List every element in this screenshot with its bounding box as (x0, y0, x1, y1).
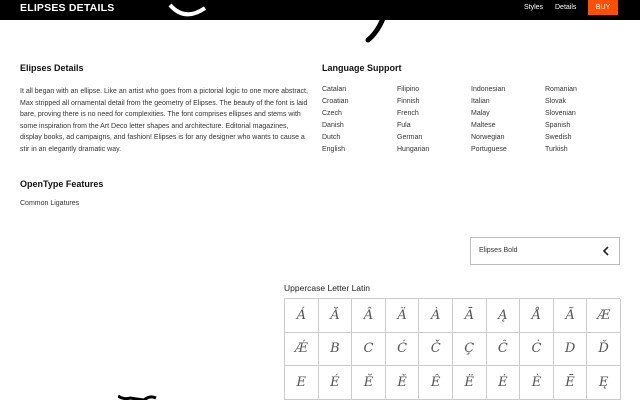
language-item: Spanish (545, 122, 571, 129)
glyph-cell[interactable]: É (319, 366, 353, 400)
glyph-cell[interactable]: Ą (487, 299, 521, 333)
style-select[interactable] (470, 237, 620, 265)
glyph-cell[interactable]: D (554, 333, 588, 367)
language-item: Fula (397, 122, 411, 129)
glyph-cell[interactable]: Ä (386, 299, 420, 333)
glyph-cell[interactable]: Ĉ (487, 333, 521, 367)
glyph-cell[interactable]: Ã (554, 299, 588, 333)
nav-styles-link[interactable]: Styles (524, 4, 544, 11)
language-item: Danish (322, 122, 344, 129)
decorative-stroke-icon (360, 14, 390, 44)
language-item: Maltese (471, 122, 496, 129)
opentype-heading: OpenType Features (20, 179, 104, 189)
glyph-cell[interactable]: Ě (386, 366, 420, 400)
glyph-cell[interactable]: Á (285, 299, 319, 333)
language-item: French (397, 110, 419, 117)
glyph-cell[interactable]: Ā (453, 299, 487, 333)
language-item: Norwegian (471, 134, 505, 141)
glyph-cell[interactable]: Ë (453, 366, 487, 400)
language-item: Indonesian (471, 86, 506, 93)
details-paragraph: It all began with an ellipse. Like an artist who goes from a pictorial logic to one more abstract, Max stripped all ornamental detail from the geometry of Elipses. The beauty of the font is laid bare, proving there is no need for complexities. The font comprises ellipses and stems with some inspiration from the Art Deco letter shapes and architecture. Editorial magazines, display books, ad campaigns, and fashion! Elipses is for any designer who wants to cause a stir in an elegantly dramatic way. (20, 88, 308, 153)
glyph-cell[interactable]: Ę (587, 366, 621, 400)
language-item: Portuguese (471, 146, 507, 153)
brand-title[interactable]: ELIPSES DETAILS (20, 2, 115, 14)
language-item: English (322, 146, 345, 153)
top-bar (0, 0, 640, 20)
nav-details-link[interactable]: Details (555, 4, 577, 11)
glyph-cell[interactable]: Ć (386, 333, 420, 367)
language-item: German (397, 134, 423, 141)
glyph-set-title: Uppercase Letter Latin (284, 283, 370, 293)
language-item: Czech (322, 110, 342, 117)
language-item: Croatian (322, 98, 349, 105)
language-column-2 (397, 84, 429, 156)
language-item: Filipino (397, 86, 420, 93)
glyph-cell[interactable]: Å (520, 299, 554, 333)
glyph-cell[interactable]: Ă (319, 299, 353, 333)
buy-button[interactable]: BUY (588, 0, 618, 15)
glyph-cell[interactable]: È (520, 366, 554, 400)
glyph-cell[interactable]: B (319, 333, 353, 367)
language-item: Slovenian (545, 110, 576, 117)
glyph-cell[interactable]: Ê (419, 366, 453, 400)
language-item: Italian (471, 98, 490, 105)
glyph-cell[interactable]: C (352, 333, 386, 367)
glyph-cell[interactable]: Æ (587, 299, 621, 333)
language-item: Dutch (322, 134, 341, 141)
language-item: Hungarian (397, 146, 430, 153)
language-column-1 (322, 84, 348, 156)
language-item: Finnish (397, 98, 420, 105)
details-heading: Elipses Details (20, 63, 84, 73)
language-column-4 (545, 84, 577, 156)
language-item: Turkish (545, 146, 568, 153)
style-select-value: Elipses Bold (479, 247, 518, 254)
language-item: Swedish (545, 134, 572, 141)
glyph-cell[interactable]: Ċ (520, 333, 554, 367)
glyph-cell[interactable]: E (285, 366, 319, 400)
language-item: Catalan (322, 86, 347, 93)
glyph-cell[interactable]: À (419, 299, 453, 333)
glyph-cell[interactable]: Ē (554, 366, 588, 400)
language-item: Romanian (545, 86, 577, 93)
language-item: Slovak (545, 98, 567, 105)
chevron-left-icon[interactable] (601, 246, 611, 256)
glyph-cell[interactable]: Ç (453, 333, 487, 367)
glyph-grid (284, 298, 620, 400)
glyph-cell[interactable]: Ď (587, 333, 621, 367)
glyph-cell[interactable]: Č (419, 333, 453, 367)
language-support-heading: Language Support (322, 63, 402, 73)
glyph-cell[interactable]: Ĕ (352, 366, 386, 400)
language-column-3 (471, 84, 507, 156)
language-item: Malay (471, 110, 490, 117)
ligatures-label: Common Ligatures (20, 200, 80, 207)
decorative-curve-icon (118, 394, 158, 400)
glyph-cell[interactable]: Ǽ (285, 333, 319, 367)
glyph-cell[interactable]: Â (352, 299, 386, 333)
glyph-cell[interactable]: Ė (487, 366, 521, 400)
